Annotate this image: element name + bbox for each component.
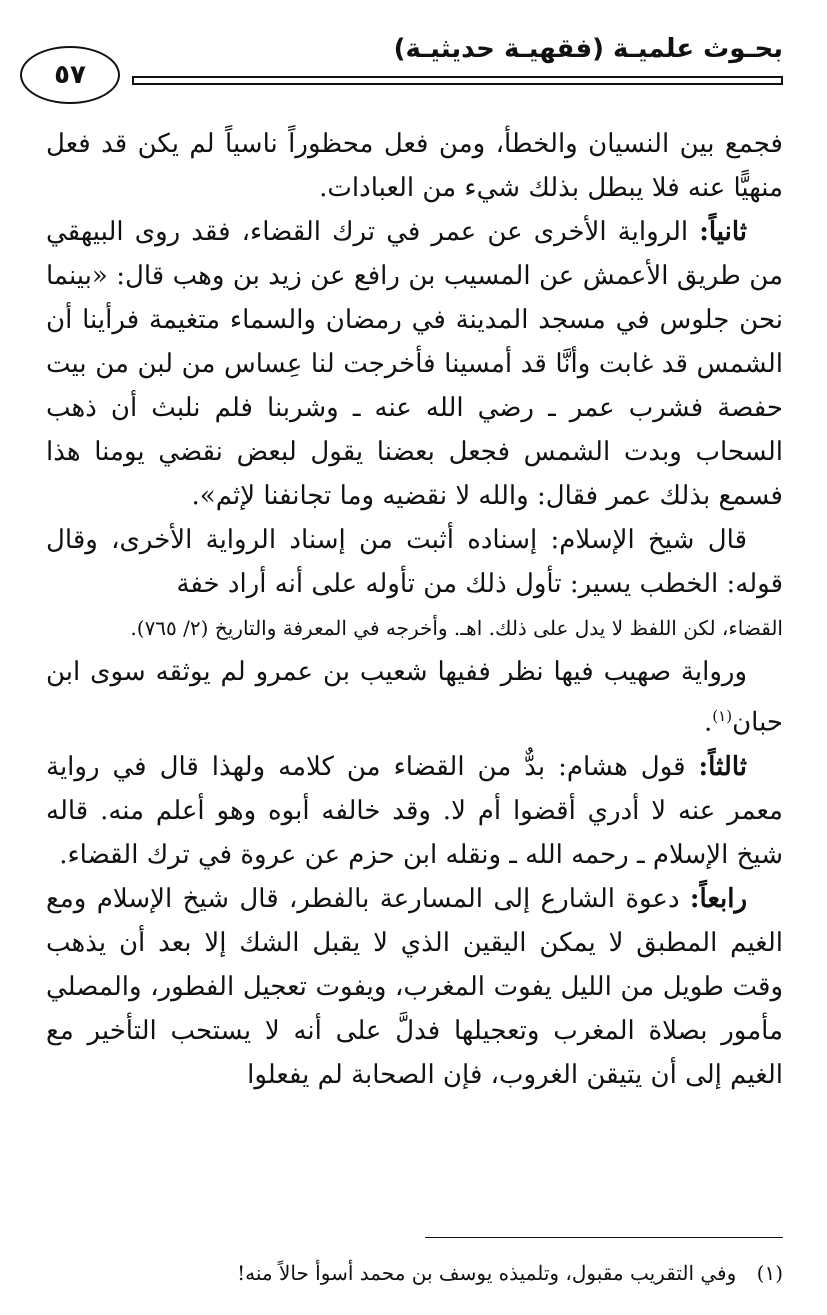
paragraph-6 [46, 877, 783, 1097]
page-number: ٥٧ [54, 60, 86, 90]
footnote-rule [425, 1237, 783, 1238]
paragraph-5 [46, 745, 783, 877]
paragraph-4 [46, 650, 783, 745]
paragraph-2-text: الرواية الأخرى عن عمر في ترك القضاء، فقد روى البيهقي من طريق الأعمش عن المسيب بن رافع عن زيد بن وهب قال: «بينما نحن جلوس في مسجد المدينة في رمضان والسماء متغيمة فرأينا أن الشمس قد غابت وأنَّا قد أمسينا فأخرجت لنا عِساس من لبن من بيت حفصة فشرب عمر ـ رضي الله عنه ـ وشربنا فلم نلبث أن ذهب السحاب وبدت الشمس فجعل بعضنا يقول لبعض نقضي يومنا هذا فسمع بذلك عمر فقال: والله لا نقضيه وما تجانفنا لإثم». [46, 217, 783, 511]
paragraph-6-text: دعوة الشارع إلى المسارعة بالفطر، قال شيخ الإسلام ومع الغيم المطبق لا يمكن اليقين الذي لا يقبل الشك إلا بعد أن يذهب وقت طويل من الليل يفوت المغرب، ويفوت تعجيل الفطور، والمصلي مأمور بصلاة المغرب وتعجيلها فدلَّ على أنه لا يستحب التأخير مع الغيم إلى أن يتيقن الغروب، فإن الصحابة لم يفعلوا [46, 883, 783, 1090]
footnote-marker: (١) [756, 1261, 783, 1285]
point-label-third: ثالثاً: [698, 751, 747, 782]
page-number-oval [20, 46, 120, 104]
footnote-text: وفي التقريب مقبول، وتلميذه يوسف بن محمد أسوأ حالاً منه! [237, 1261, 737, 1285]
paragraph-1: فجمع بين النسيان والخطأ، ومن فعل محظوراً ناسياً لم يكن قد فعل منهيًّا عنه فلا يبطل بذلك شيء من العبادات. [46, 129, 783, 203]
paragraph-4-text: ورواية صهيب فيها نظر ففيها شعيب بن عمرو لم يوثقه سوى ابن حبان [46, 657, 783, 738]
running-title: بحـوث علميـة (فقهيـة حديثيـة) [393, 34, 783, 64]
point-label-fourth: رابعاً: [689, 883, 747, 914]
paragraph-2 [46, 210, 783, 518]
footnote-reference[interactable]: (١) [712, 707, 733, 725]
footnote [46, 1258, 783, 1288]
paragraph-3-small-line: القضاء، لكن اللفظ لا يدل على ذلك. اهـ. وأخرجه في المعرفة والتاريخ (٢/ ٧٦٥). [130, 616, 783, 640]
header-rule [132, 76, 783, 85]
paragraph-5-text: قول هشام: بدٌّ من القضاء من كلامه ولهذا قال في رواية معمر عنه لا أدري أقضوا أم لا. وقد خالفه أبوه وهو أعلم منه. قاله شيخ الإسلام ـ رحمه الله ـ ونقله ابن حزم عن عروة في ترك القضاء. [46, 751, 783, 870]
paragraph-3: قال شيخ الإسلام: إسناده أثبت من إسناد الرواية الأخرى، وقال قوله: الخطب يسير: تأول ذلك من تأوله على أنه أراد خفة [46, 525, 783, 599]
point-label-second: ثانياً: [699, 217, 747, 247]
paragraph-4-end: . [704, 707, 713, 738]
body-text [46, 122, 783, 1097]
